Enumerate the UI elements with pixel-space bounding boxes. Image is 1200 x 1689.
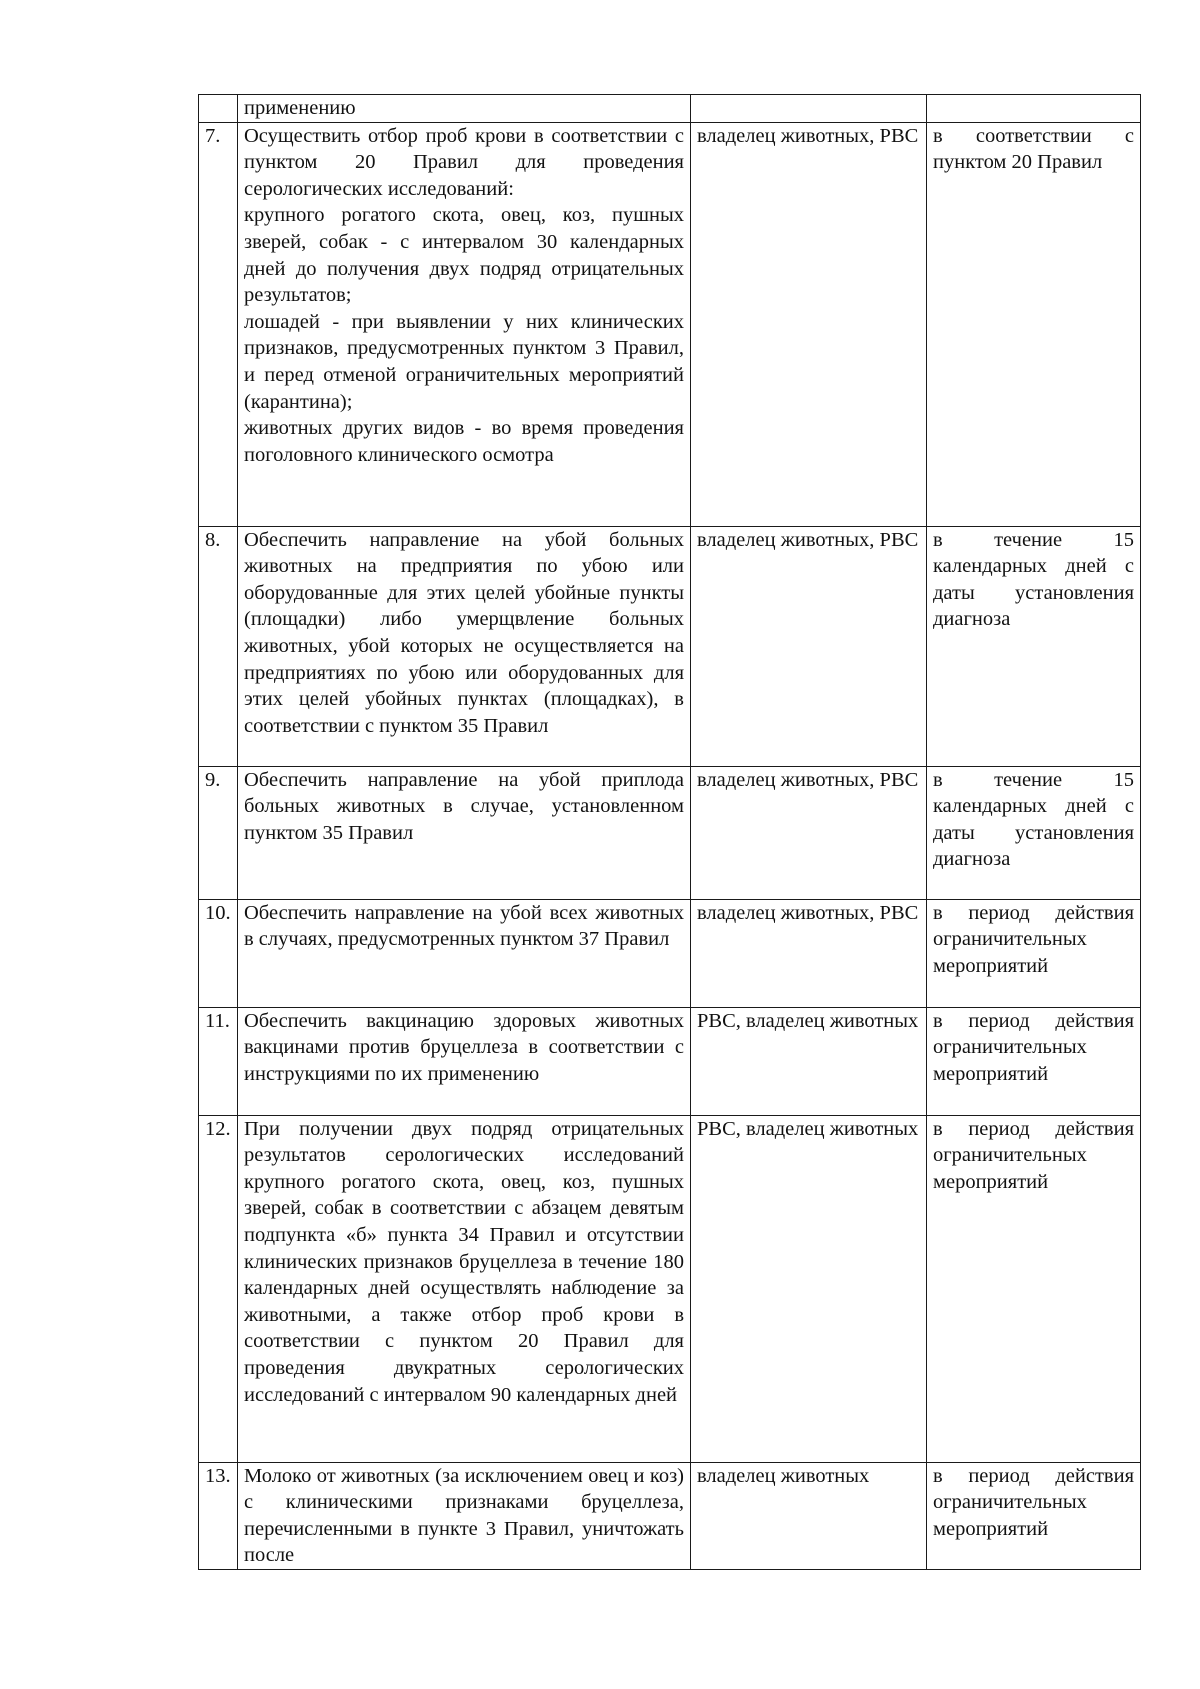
row-number: 11. — [199, 1007, 238, 1115]
table-row — [199, 1007, 1141, 1115]
measure-text — [238, 95, 691, 123]
responsible-cell: владелец животных, РВС — [691, 526, 927, 766]
term-cell: в течение 15 календарных дней с даты установления диагноза — [927, 526, 1141, 766]
term-cell: в период действия ограничительных мероприятий — [927, 1462, 1141, 1569]
table-row — [199, 766, 1141, 899]
row-number: 9. — [199, 766, 238, 899]
measure-paragraph: При получении двух подряд отрицательных результатов серологических исследований крупного рогатого скота, овец, коз, пушных зверей, собак в соответствии с абзацем девятым подпункта «б» пункта 34 Правил и отсутствии клинических признаков бруцеллеза в течение 180 календарных дней осуществлять наблюдение за животными, а также отбор проб крови в соответствии с пунктом 20 Правил для проведения двукратных серологических исследований с интервалом 90 календарных дней — [244, 1117, 684, 1406]
row-number: 12. — [199, 1115, 238, 1462]
measure-text — [238, 1007, 691, 1115]
row-number: 13. — [199, 1462, 238, 1569]
term-cell: в течение 15 календарных дней с даты установления диагноза — [927, 766, 1141, 899]
measure-text — [238, 766, 691, 899]
term-cell: в период действия ограничительных мероприятий — [927, 899, 1141, 1007]
responsible-cell: владелец животных — [691, 1462, 927, 1569]
measure-text — [238, 1462, 691, 1569]
measures-table — [198, 94, 1141, 1570]
responsible-cell: РВС, владелец животных — [691, 1007, 927, 1115]
table-row — [199, 95, 1141, 123]
row-number: 7. — [199, 122, 238, 526]
table-row — [199, 1115, 1141, 1462]
measure-text — [238, 526, 691, 766]
table-row — [199, 526, 1141, 766]
measure-paragraph: Обеспечить направление на убой всех животных в случаях, предусмотренных пунктом 37 Правил — [244, 901, 684, 951]
responsible-cell — [691, 95, 927, 123]
measure-text — [238, 1115, 691, 1462]
table-row — [199, 1462, 1141, 1569]
measure-paragraph: Обеспечить вакцинацию здоровых животных вакцинами против бруцеллеза в соответствии с инструкциями по их применению — [244, 1009, 684, 1085]
term-cell — [927, 95, 1141, 123]
responsible-cell: РВС, владелец животных — [691, 1115, 927, 1462]
table-row — [199, 899, 1141, 1007]
measures-table-body — [199, 95, 1141, 1570]
term-cell: в период действия ограничительных мероприятий — [927, 1115, 1141, 1462]
measure-text — [238, 899, 691, 1007]
responsible-cell: владелец животных, РВС — [691, 899, 927, 1007]
measure-paragraph: Молоко от животных (за исключением овец и коз) с клиническими признаками бруцеллеза, перечисленными в пункте 3 Правил, уничтожать после — [244, 1464, 684, 1567]
measure-paragraph: Обеспечить направление на убой больных животных на предприятия по убою или оборудованные для этих целей убойные пункты (площадки) либо умерщвление больных животных, убой которых не осуществляется на предприятиях по убою или оборудованных для этих целей убойных пунктах (площадках), в соответствии с пунктом 35 Правил — [244, 528, 684, 737]
responsible-cell: владелец животных, РВС — [691, 122, 927, 526]
term-cell: в период действия ограничительных мероприятий — [927, 1007, 1141, 1115]
measure-paragraph: крупного рогатого скота, овец, коз, пушных зверей, собак - с интервалом 30 календарных дней до получения двух подряд отрицательных результатов; — [244, 204, 684, 307]
row-number: 8. — [199, 526, 238, 766]
responsible-cell: владелец животных, РВС — [691, 766, 927, 899]
measure-paragraph: животных других видов - во время проведения поголовного клинического осмотра — [244, 417, 684, 466]
measure-paragraph: лошадей - при выявлении у них клинических признаков, предусмотренных пунктом 3 Правил, и перед отменой ограничительных мероприятий (карантина); — [244, 310, 684, 413]
row-number: 10. — [199, 899, 238, 1007]
table-row — [199, 122, 1141, 526]
measure-paragraph: Обеспечить направление на убой приплода больных животных в случае, установленном пунктом 35 Правил — [244, 768, 684, 844]
measure-text — [238, 122, 691, 526]
term-cell: в соответствии с пунктом 20 Правил — [927, 122, 1141, 526]
measure-paragraph: Осуществить отбор проб крови в соответствии с пунктом 20 Правил для проведения серологических исследований: — [244, 124, 684, 200]
measure-paragraph: применению — [244, 97, 356, 119]
row-number — [199, 95, 238, 123]
